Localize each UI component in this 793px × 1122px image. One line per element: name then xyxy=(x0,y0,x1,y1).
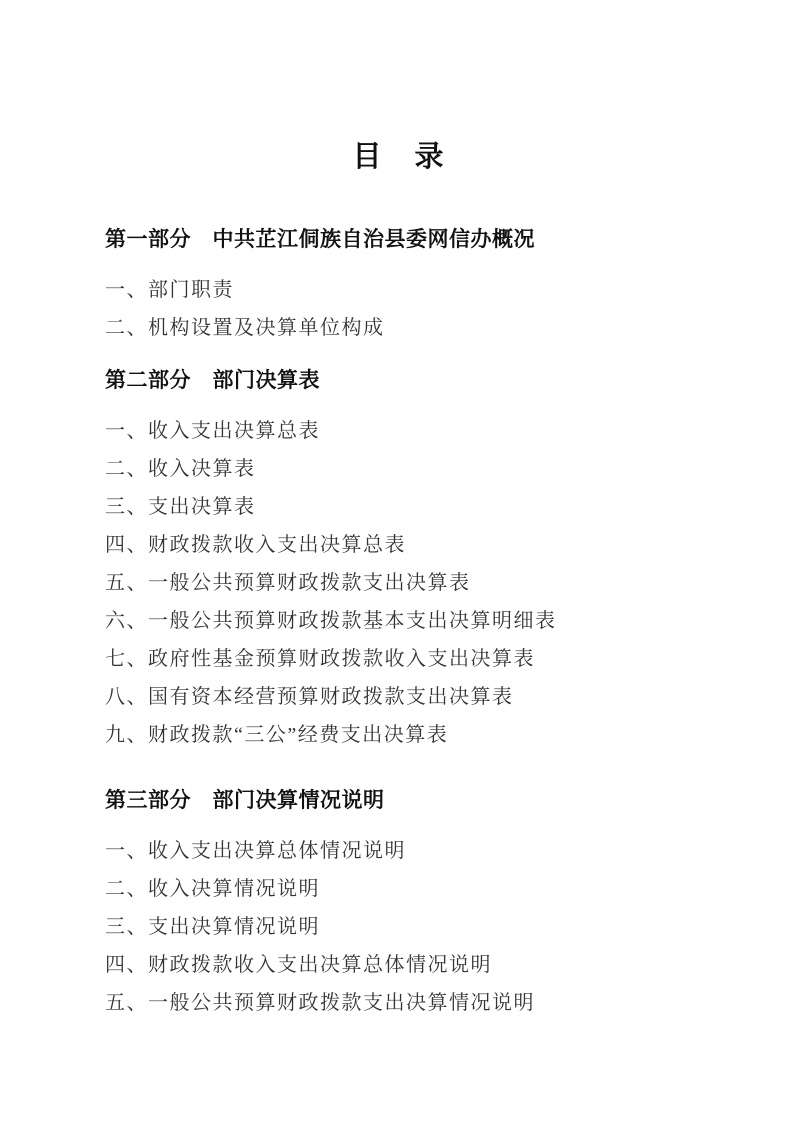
toc-item: 六、一般公共预算财政拨款基本支出决算明细表 xyxy=(105,610,557,632)
toc-item: 五、一般公共预算财政拨款支出决算情况说明 xyxy=(105,992,535,1014)
section-1-heading: 第一部分 中共芷江侗族自治县委网信办概况 xyxy=(105,228,535,251)
toc-item: 二、收入决算表 xyxy=(105,458,256,480)
toc-list-2 xyxy=(105,412,693,754)
toc-item: 三、支出决算情况说明 xyxy=(105,916,320,938)
section-2-heading: 第二部分 部门决算表 xyxy=(105,369,320,392)
toc-item: 八、国有资本经营预算财政拨款支出决算表 xyxy=(105,686,514,708)
toc-section-3 xyxy=(105,788,693,1022)
toc-item: 四、财政拨款收入支出决算总体情况说明 xyxy=(105,954,492,976)
toc-list-1 xyxy=(105,271,693,347)
toc-item: 二、机构设置及决算单位构成 xyxy=(105,317,385,339)
toc-item: 二、收入决算情况说明 xyxy=(105,878,320,900)
page-title: 目 录 xyxy=(352,141,446,173)
toc-section-2 xyxy=(105,368,693,754)
toc-item: 一、收入支出决算总表 xyxy=(105,420,320,442)
toc-item: 一、收入支出决算总体情况说明 xyxy=(105,840,406,862)
toc-item: 九、财政拨款“三公”经费支出决算表 xyxy=(105,724,449,746)
toc-list-3 xyxy=(105,832,693,1022)
toc-item: 四、财政拨款收入支出决算总表 xyxy=(105,534,406,556)
section-3-heading: 第三部分 部门决算情况说明 xyxy=(105,789,385,812)
toc-item: 五、一般公共预算财政拨款支出决算表 xyxy=(105,572,471,594)
toc-section-1 xyxy=(105,227,693,347)
toc-item: 七、政府性基金预算财政拨款收入支出决算表 xyxy=(105,648,535,670)
toc-item: 一、部门职责 xyxy=(105,279,234,301)
toc-item: 三、支出决算表 xyxy=(105,496,256,518)
